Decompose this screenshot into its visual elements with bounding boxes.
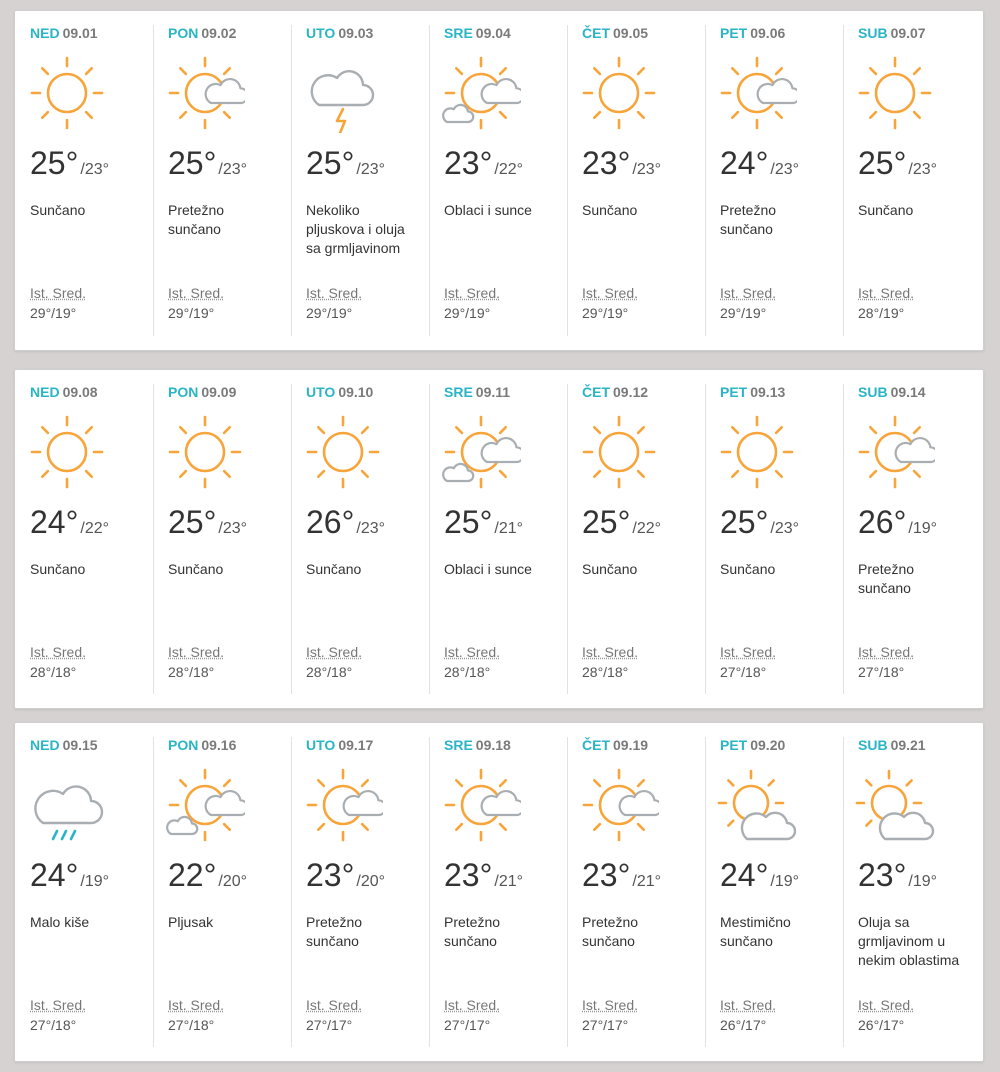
day-number: 09.15 [62, 737, 98, 753]
day-date [168, 384, 236, 400]
day-number: 09.05 [613, 25, 649, 41]
sun-icon [717, 412, 797, 492]
high-temp: 26° [858, 504, 907, 540]
avg-label: Ist. Sred. [582, 285, 639, 301]
day-date [306, 384, 373, 400]
day-of-week: ČET [582, 737, 610, 753]
day-number: 09.06 [750, 25, 786, 41]
low-temp: /21° [632, 873, 662, 890]
sun-icon [27, 53, 107, 133]
day-number: 09.08 [62, 384, 98, 400]
avg-label: Ist. Sred. [720, 644, 777, 660]
day-number: 09.16 [201, 737, 237, 753]
day-cell-09.13[interactable] [705, 370, 843, 708]
temperatures [306, 145, 385, 182]
avg-label: Ist. Sred. [582, 997, 639, 1013]
day-number: 09.03 [338, 25, 374, 41]
low-temp: /22° [632, 520, 662, 537]
low-temp: /20° [356, 873, 386, 890]
thunder-cloud-icon [303, 53, 383, 133]
week-card-3 [14, 722, 984, 1062]
day-of-week: UTO [306, 25, 336, 41]
day-date [858, 384, 926, 400]
weather-phrase: Pretežno sunčano [858, 561, 915, 596]
temperatures [168, 145, 247, 182]
high-temp: 25° [306, 145, 355, 181]
low-temp: /23° [356, 520, 386, 537]
avg-label: Ist. Sred. [720, 285, 777, 301]
sun-cloud-icon [165, 53, 245, 133]
avg-temps: 29°/19° [720, 305, 767, 321]
day-of-week: PON [168, 384, 199, 400]
sun-icon [855, 53, 935, 133]
avg-temps: 28°/18° [30, 664, 77, 680]
high-temp: 25° [582, 504, 631, 540]
day-of-week: PET [720, 384, 748, 400]
high-temp: 23° [582, 857, 631, 893]
day-number: 09.18 [475, 737, 511, 753]
high-temp: 24° [720, 145, 769, 181]
sun-cloud-icon [579, 765, 659, 845]
avg-label: Ist. Sred. [306, 285, 363, 301]
temperatures [30, 857, 109, 894]
avg-temps: 29°/19° [168, 305, 215, 321]
sun-icon [303, 412, 383, 492]
day-of-week: NED [30, 737, 60, 753]
day-cell-09.18[interactable] [429, 723, 567, 1061]
high-temp: 25° [168, 504, 217, 540]
avg-temps: 27°/17° [582, 1017, 629, 1033]
low-temp: /19° [908, 873, 938, 890]
sun-icon [579, 412, 659, 492]
avg-temps: 29°/19° [30, 305, 77, 321]
avg-label: Ist. Sred. [444, 997, 501, 1013]
day-date [444, 737, 511, 753]
temperatures [720, 504, 799, 541]
temperatures [858, 145, 937, 182]
temperatures [582, 504, 661, 541]
day-number: 09.12 [613, 384, 649, 400]
temperatures [306, 504, 385, 541]
day-cell-09.05[interactable] [567, 11, 705, 350]
avg-temps: 28°/18° [582, 664, 629, 680]
high-temp: 25° [858, 145, 907, 181]
avg-label: Ist. Sred. [858, 997, 915, 1013]
day-cell-09.20[interactable] [705, 723, 843, 1061]
sun-icon [165, 412, 245, 492]
day-cell-09.19[interactable] [567, 723, 705, 1061]
temperatures [444, 145, 523, 182]
avg-label: Ist. Sred. [168, 285, 225, 301]
day-of-week: NED [30, 25, 60, 41]
low-temp: /22° [494, 161, 524, 178]
high-temp: 25° [444, 504, 493, 540]
day-of-week: PON [168, 25, 199, 41]
high-temp: 24° [30, 504, 79, 540]
day-of-week: PET [720, 25, 748, 41]
avg-label: Ist. Sred. [858, 644, 915, 660]
temperatures [720, 857, 799, 894]
avg-temps: 26°/17° [720, 1017, 767, 1033]
day-date [444, 25, 511, 41]
day-date [30, 384, 98, 400]
avg-temps: 27°/18° [858, 664, 905, 680]
day-date [720, 25, 785, 41]
week-card-2 [14, 369, 984, 709]
day-of-week: NED [30, 384, 60, 400]
weather-phrase: Pretežno sunčano [582, 914, 639, 949]
sun-big-cloud-icon [717, 765, 797, 845]
high-temp: 25° [168, 145, 217, 181]
temperatures [168, 857, 247, 894]
day-of-week: PET [720, 737, 748, 753]
day-number: 09.09 [201, 384, 237, 400]
day-number: 09.20 [750, 737, 786, 753]
sun-two-clouds-icon [441, 53, 521, 133]
weather-phrase: Sunčano [858, 202, 914, 218]
day-cell-09.06[interactable] [705, 11, 843, 350]
rain-cloud-icon [27, 765, 107, 845]
day-of-week: PON [168, 737, 199, 753]
weather-phrase: Pretežno sunčano [168, 202, 225, 237]
weather-phrase: Mestimično sunčano [720, 914, 791, 949]
avg-label: Ist. Sred. [720, 997, 777, 1013]
high-temp: 23° [306, 857, 355, 893]
high-temp: 23° [444, 145, 493, 181]
day-cell-09.12[interactable] [567, 370, 705, 708]
avg-temps: 27°/17° [306, 1017, 353, 1033]
weather-phrase: Sunčano [30, 202, 86, 218]
high-temp: 25° [720, 504, 769, 540]
sun-cloud-icon [855, 412, 935, 492]
avg-label: Ist. Sred. [582, 644, 639, 660]
avg-temps: 28°/18° [306, 664, 353, 680]
day-date [720, 384, 785, 400]
low-temp: /23° [80, 161, 110, 178]
weather-phrase: Sunčano [168, 561, 224, 577]
day-cell-09.15[interactable] [15, 723, 153, 1061]
low-temp: /19° [80, 873, 110, 890]
low-temp: /23° [770, 161, 800, 178]
weather-phrase: Oluja sa grmljavinom u nekim oblastima [858, 914, 960, 968]
day-number: 09.19 [613, 737, 649, 753]
avg-temps: 29°/19° [306, 305, 353, 321]
day-number: 09.11 [475, 384, 511, 400]
avg-label: Ist. Sred. [444, 285, 501, 301]
weather-phrase: Pretežno sunčano [306, 914, 363, 949]
day-date [858, 737, 926, 753]
weather-phrase: Sunčano [582, 561, 638, 577]
day-cell-09.04[interactable] [429, 11, 567, 350]
avg-temps: 28°/18° [444, 664, 491, 680]
day-cell-09.11[interactable] [429, 370, 567, 708]
temperatures [582, 145, 661, 182]
avg-temps: 27°/18° [168, 1017, 215, 1033]
day-cell-09.03[interactable] [291, 11, 429, 350]
day-date [168, 737, 236, 753]
temperatures [858, 504, 937, 541]
high-temp: 23° [582, 145, 631, 181]
sun-big-cloud-icon [855, 765, 935, 845]
day-number: 09.13 [750, 384, 786, 400]
weather-phrase: Oblaci i sunce [444, 202, 532, 218]
sun-cloud-icon [441, 765, 521, 845]
weather-phrase: Pretežno sunčano [444, 914, 501, 949]
low-temp: /19° [770, 873, 800, 890]
avg-temps: 27°/18° [30, 1017, 77, 1033]
day-date [582, 25, 648, 41]
avg-label: Ist. Sred. [30, 285, 87, 301]
weather-phrase: Sunčano [720, 561, 776, 577]
high-temp: 26° [306, 504, 355, 540]
day-cell-09.01[interactable] [15, 11, 153, 350]
day-of-week: ČET [582, 384, 610, 400]
day-number: 09.02 [201, 25, 237, 41]
low-temp: /23° [770, 520, 800, 537]
avg-temps: 26°/17° [858, 1017, 905, 1033]
day-of-week: SRE [444, 25, 473, 41]
day-date [720, 737, 785, 753]
high-temp: 25° [30, 145, 79, 181]
day-date [858, 25, 926, 41]
day-date [306, 737, 373, 753]
temperatures [30, 504, 109, 541]
low-temp: /23° [218, 161, 248, 178]
day-cell-09.10[interactable] [291, 370, 429, 708]
day-number: 09.14 [890, 384, 926, 400]
day-of-week: SUB [858, 737, 888, 753]
week-card-1 [14, 10, 984, 351]
day-date [306, 25, 373, 41]
low-temp: /21° [494, 520, 524, 537]
avg-label: Ist. Sred. [168, 644, 225, 660]
day-number: 09.17 [338, 737, 374, 753]
weather-phrase: Sunčano [30, 561, 86, 577]
sun-cloud-icon [717, 53, 797, 133]
avg-label: Ist. Sred. [444, 644, 501, 660]
high-temp: 24° [720, 857, 769, 893]
avg-label: Ist. Sred. [168, 997, 225, 1013]
day-number: 09.01 [62, 25, 98, 41]
high-temp: 23° [858, 857, 907, 893]
avg-temps: 27°/18° [720, 664, 767, 680]
day-of-week: UTO [306, 737, 336, 753]
day-number: 09.07 [890, 25, 926, 41]
day-cell-09.14[interactable] [843, 370, 981, 708]
temperatures [858, 857, 937, 894]
temperatures [306, 857, 385, 894]
day-cell-09.07[interactable] [843, 11, 981, 350]
low-temp: /22° [80, 520, 110, 537]
day-cell-09.08[interactable] [15, 370, 153, 708]
temperatures [720, 145, 799, 182]
temperatures [30, 145, 109, 182]
avg-label: Ist. Sred. [858, 285, 915, 301]
day-number: 09.21 [890, 737, 926, 753]
day-cell-09.17[interactable] [291, 723, 429, 1061]
avg-temps: 28°/19° [858, 305, 905, 321]
day-of-week: SRE [444, 737, 473, 753]
avg-temps: 28°/18° [168, 664, 215, 680]
day-of-week: SRE [444, 384, 473, 400]
low-temp: /23° [218, 520, 248, 537]
sun-two-clouds-icon [441, 412, 521, 492]
weather-phrase: Sunčano [306, 561, 362, 577]
day-of-week: SUB [858, 384, 888, 400]
avg-temps: 29°/19° [444, 305, 491, 321]
weather-phrase: Pljusak [168, 914, 214, 930]
day-cell-09.02[interactable] [153, 11, 291, 350]
avg-label: Ist. Sred. [30, 997, 87, 1013]
high-temp: 24° [30, 857, 79, 893]
day-cell-09.09[interactable] [153, 370, 291, 708]
day-date [30, 737, 98, 753]
day-of-week: SUB [858, 25, 888, 41]
weather-phrase: Sunčano [582, 202, 638, 218]
avg-label: Ist. Sred. [306, 644, 363, 660]
temperatures [444, 504, 523, 541]
day-number: 09.10 [338, 384, 374, 400]
weather-phrase: Nekoliko pljuskova i oluja sa grmljavinom [306, 202, 405, 256]
sun-two-clouds-icon [165, 765, 245, 845]
weather-phrase: Oblaci i sunce [444, 561, 532, 577]
temperatures [444, 857, 523, 894]
day-cell-09.21[interactable] [843, 723, 981, 1061]
low-temp: /19° [908, 520, 938, 537]
day-cell-09.16[interactable] [153, 723, 291, 1061]
avg-label: Ist. Sred. [30, 644, 87, 660]
day-date [582, 737, 648, 753]
high-temp: 22° [168, 857, 217, 893]
temperatures [168, 504, 247, 541]
low-temp: /23° [632, 161, 662, 178]
sun-icon [27, 412, 107, 492]
avg-temps: 29°/19° [582, 305, 629, 321]
low-temp: /23° [908, 161, 938, 178]
sun-icon [579, 53, 659, 133]
day-date [30, 25, 98, 41]
avg-label: Ist. Sred. [306, 997, 363, 1013]
day-number: 09.04 [475, 25, 511, 41]
sun-cloud-icon [303, 765, 383, 845]
temperatures [582, 857, 661, 894]
high-temp: 23° [444, 857, 493, 893]
day-of-week: UTO [306, 384, 336, 400]
low-temp: /20° [218, 873, 248, 890]
day-of-week: ČET [582, 25, 610, 41]
low-temp: /23° [356, 161, 386, 178]
day-date [582, 384, 648, 400]
day-date [168, 25, 236, 41]
weather-phrase: Pretežno sunčano [720, 202, 777, 237]
day-date [444, 384, 510, 400]
low-temp: /21° [494, 873, 524, 890]
avg-temps: 27°/17° [444, 1017, 491, 1033]
weather-phrase: Malo kiše [30, 914, 90, 930]
